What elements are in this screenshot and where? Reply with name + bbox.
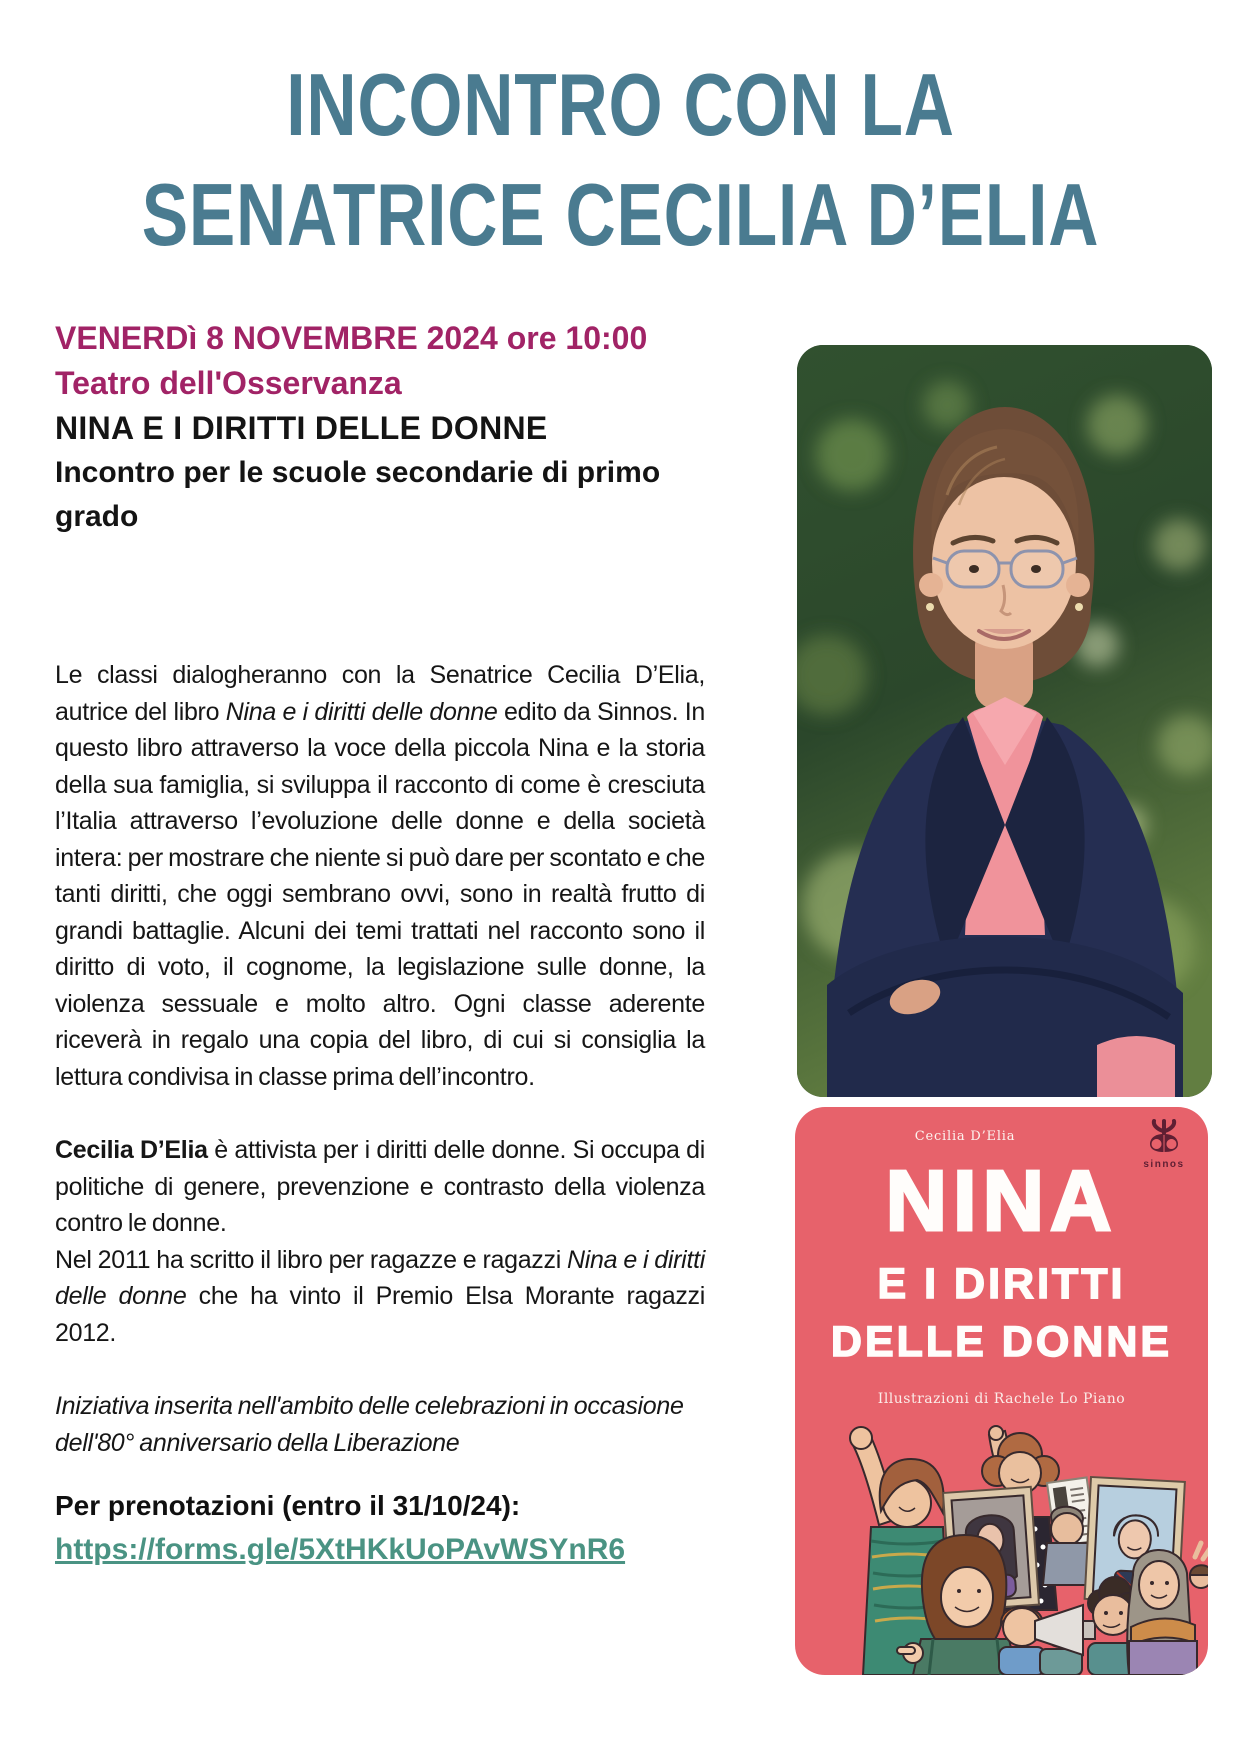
cover-title-line-1: NINA xyxy=(885,1154,1118,1249)
event-datetime: VENERDì 8 NOVEMBRE 2024 ore 10:00 xyxy=(55,320,648,356)
left-column xyxy=(55,316,705,1573)
booking-link[interactable]: https://forms.gle/5XtHKkUoPAvWSYnR6 xyxy=(55,1533,626,1566)
event-book-title: NINA E I DIRITTI DELLE DONNE xyxy=(55,410,548,446)
book-cover-illustration xyxy=(795,1425,1208,1675)
event-audience: Incontro per le scuole secondarie di primo grado xyxy=(55,456,661,533)
body-paragraph-2: Cecilia D’Elia è attivista per i diritti delle donne. Si occupa di politiche di genere, prevenzione e contrasto della violenza contro le donne. Nel 2011 ha scritto il libro per ragazze e ragazzi Nina e i diritti delle donne che ha vinto il Premio Elsa Morante ragazzi 2012. xyxy=(55,1136,705,1347)
booking-label: Per prenotazioni (entro il 31/10/24): xyxy=(55,1490,521,1521)
title-line-1: INCONTRO CON LA xyxy=(286,55,955,154)
sinnos-logo-text: sinnos xyxy=(1143,1159,1185,1170)
cover-title-line-3: DELLE DONNE xyxy=(830,1318,1173,1366)
event-venue: Teatro dell'Osservanza xyxy=(55,365,402,401)
cover-title-line-2: E I DIRITTI xyxy=(877,1260,1126,1308)
title-line-2: SENATRICE CECILIA D’ELIA xyxy=(141,165,1100,264)
liberation-note: Iniziativa inserita nell'ambito delle celebrazioni in occasione dell'80° anniversario della Liberazione xyxy=(55,1392,684,1457)
booking-section xyxy=(55,1485,705,1573)
cover-author: Cecilia D’Elia xyxy=(914,1129,1016,1144)
event-details xyxy=(55,316,705,539)
cover-illustrator-credit: Illustrazioni di Rachele Lo Piano xyxy=(877,1391,1126,1407)
body-paragraph-1: Le classi dialogheranno con la Senatrice Cecilia D’Elia, autrice del libro Nina e i diritti delle donne edito da Sinnos. In questo libro attraverso la voce della piccola Nina e la storia della sua famiglia, si sviluppa il racconto di come è cresciuta l’Italia attraverso l’evoluzione delle donne e della società intera: per mostrare che niente si può dare per scontato e che tanti diritti, che oggi sembrano ovvi, sono in realtà frutto di grandi battaglie. Alcuni dei temi trattati nel racconto sono il diritto di voto, il cognome, la legislazione sulle donne, la violenza sessuale e molto altro. Ogni classe aderente riceverà in regalo una copia del libro, di cui si consiglia la lettura condivisa in classe prima dell’incontro. xyxy=(55,661,706,1091)
women-crowd-illustration xyxy=(850,1426,1208,1675)
page-title xyxy=(0,50,1241,270)
book-cover xyxy=(795,1107,1208,1675)
senator-photo xyxy=(797,345,1212,1097)
senator-photo-image xyxy=(797,345,1212,1097)
